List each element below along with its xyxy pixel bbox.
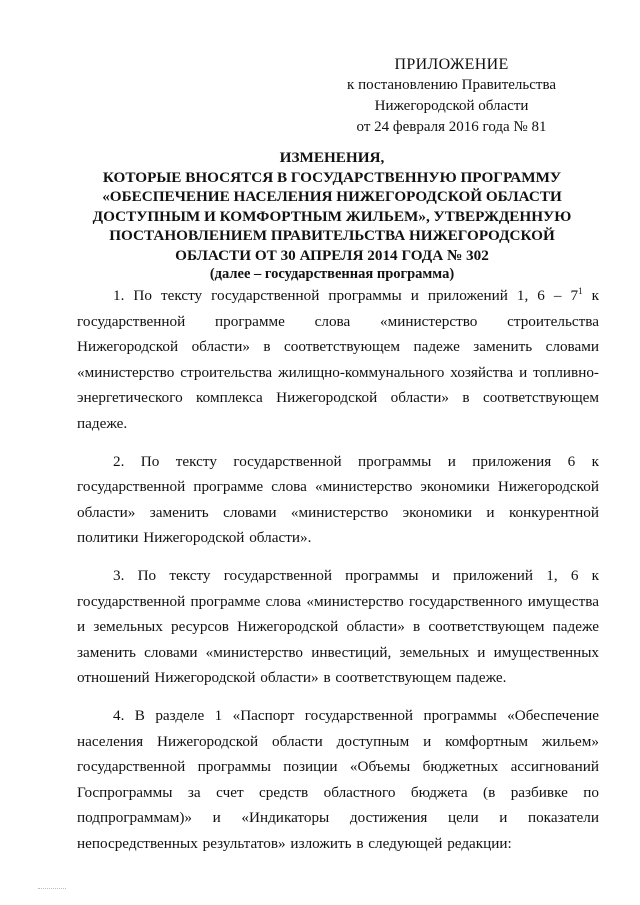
appendix-line-resolution: к постановлению Правительства (347, 77, 556, 93)
appendix-block (347, 54, 556, 138)
title-line: ИЗМЕНЕНИЯ, (279, 149, 385, 166)
title-line: ПОСТАНОВЛЕНИЕМ ПРАВИТЕЛЬСТВА НИЖЕГОРОДСКОЙ (109, 227, 555, 244)
document-title (60, 148, 604, 285)
title-line: «ОБЕСПЕЧЕНИЕ НАСЕЛЕНИЯ НИЖЕГОРОДСКОЙ ОБЛАСТИ (102, 188, 562, 205)
appendix-heading: ПРИЛОЖЕНИЕ (394, 56, 509, 73)
paragraph-3: 3. По тексту государственной программы и приложений 1, 6 к государственной программе слова «министерство государственного имущества и земельных ресурсов Нижегородской области» в соответствующем падеже заменить словами «министерство инвестиций, земельных и имущественных отношений Нижегородской области» в соответствующем падеже. (77, 566, 599, 687)
title-line: ДОСТУПНЫМ И КОМФОРТНЫМ ЖИЛЬЕМ», УТВЕРЖДЕННУЮ (92, 207, 572, 225)
paragraph-1-rest: к государственной программе слова «министерство строительства Нижегородской области» в соответствующем падеже заменить словами «министерство строительства жилищно-коммунального хозяйства и топливно-энергетического комплекса Нижегородской области» в соответствующем падеже. (77, 287, 599, 432)
appendix-line-region: Нижегородской области (374, 98, 529, 114)
superscript-marker: 1 (578, 285, 583, 296)
title-line: ОБЛАСТИ ОТ 30 АПРЕЛЯ 2014 ГОДА № 302 (175, 246, 489, 264)
title-subtitle: (далее – государственная программа) (209, 266, 455, 282)
paragraph-4: 4. В разделе 1 «Паспорт государственной программы «Обеспечение населения Нижегородской области доступным и комфортным жильем» государственной программы позиции «Объемы бюджетных ассигнований Госпрограммы за счет средств областного бюджета (в разбивке по подпрограммам)» и «Индикаторы достижения цели и показатели непосредственных результатов» изложить в следующей редакции: (77, 706, 599, 852)
paragraph-1 (77, 283, 599, 437)
document-body (77, 283, 599, 868)
paragraph-2: 2. По тексту государственной программы и приложения 6 к государственной программе слова «министерство экономики Нижегородской области» заменить словами «министерство экономики и конкурентной политики Нижегородской области». (77, 452, 599, 547)
appendix-line-date: от 24 февраля 2016 года № 81 (356, 119, 547, 135)
scan-artifact (38, 888, 66, 895)
paragraph-1-start: 1. По тексту государственной программы и приложений 1, 6 – 7 (113, 287, 579, 304)
title-line: КОТОРЫЕ ВНОСЯТСЯ В ГОСУДАРСТВЕННУЮ ПРОГРАММУ (102, 168, 562, 186)
